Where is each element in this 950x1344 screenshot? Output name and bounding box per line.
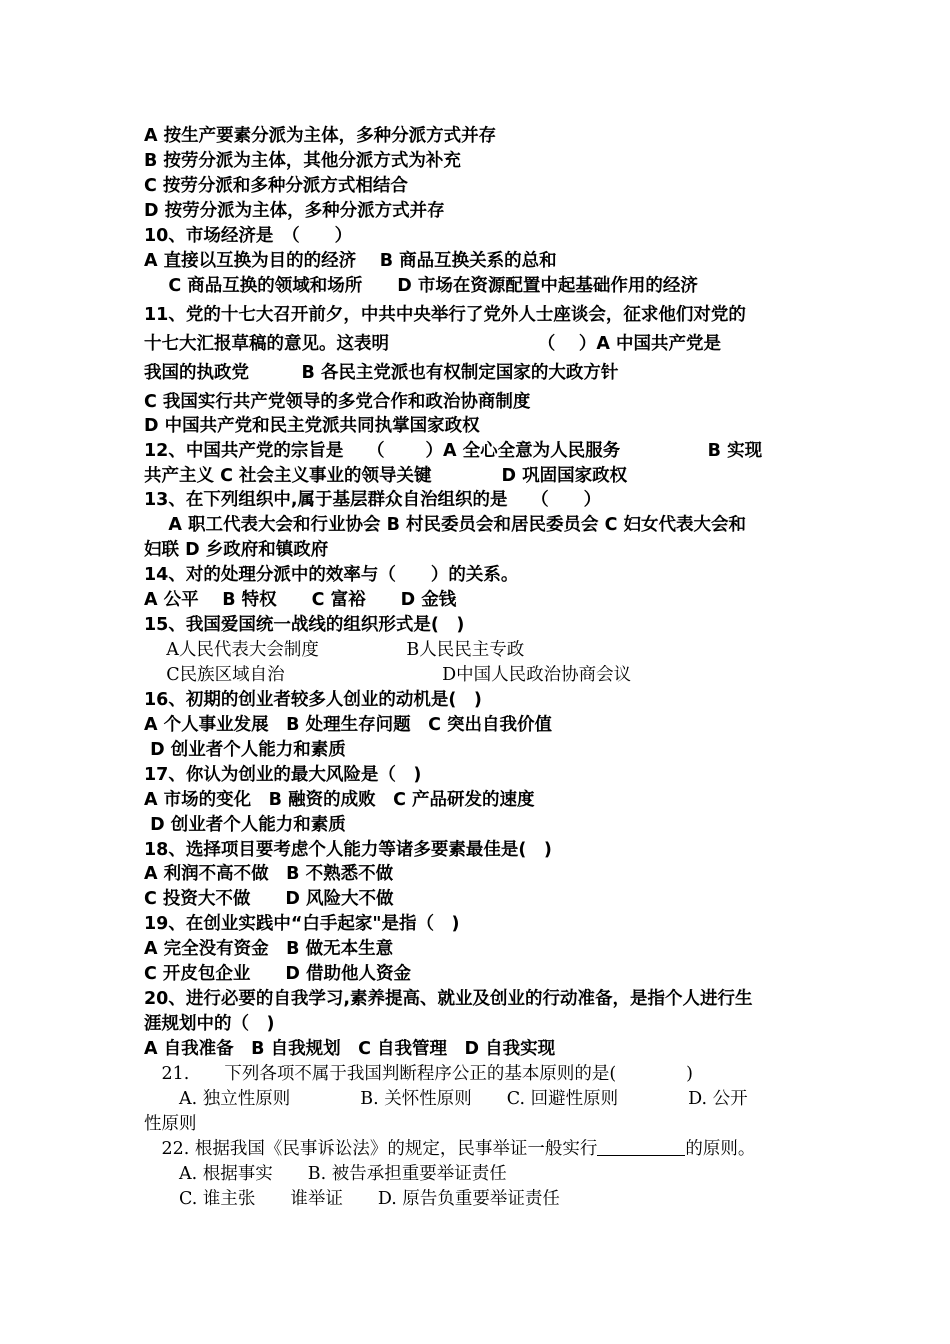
text-line: A 市场的变化 B 融资的成败 C 产品研发的速度: [144, 790, 535, 810]
text-line: A 利润不高不做 B 不熟悉不做: [144, 864, 394, 884]
question-19: 19、在创业实践中“白手起家"是指（ ): [144, 914, 460, 934]
question-21: 21. 下列各项不属于我国判断程序公正的基本原则的是( ): [144, 1064, 693, 1084]
question-15: 15、我国爱国统一战线的组织形式是( ): [144, 615, 465, 635]
question-17: 17、你认为创业的最大风险是（ ): [144, 765, 422, 785]
text-line: 共产主义 C 社会主义事业的领导关键 D 巩固国家政权: [144, 466, 628, 486]
question-18: 18、选择项目要考虑个人能力等诸多要素最佳是( ): [144, 840, 552, 860]
text-line: A 个人事业发展 B 处理生存问题 C 突出自我价值: [144, 715, 553, 735]
text-line: C 按劳分派和多种分派方式相结合: [144, 176, 408, 196]
question-22-text: 22. 根据我国《民事诉讼法》的规定，民事举证一般实行: [144, 1139, 598, 1159]
text-line: A 公平 B 特权 C 富裕 D 金钱: [144, 590, 457, 610]
question-20: 20、进行必要的自我学习,素养提高、就业及创业的行动准备，是指个人进行生: [144, 989, 753, 1009]
question-13: 13、在下列组织中,属于基层群众自治组织的是 （ ）: [144, 490, 602, 510]
text-line: A 自我准备 B 自我规划 C 自我管理 D 自我实现: [144, 1039, 556, 1059]
question-11: 11、党的十七大召开前夕，中共中央举行了党外人士座谈会，征求他们对党的: [144, 305, 746, 325]
text-line: 涯规划中的（ ): [144, 1014, 275, 1034]
text-line: 我国的执政党 B 各民主党派也有权制定国家的大政方针: [144, 363, 619, 383]
text-line: D 按劳分派为主体，多种分派方式并存: [144, 201, 445, 221]
text-line: C 投资大不做 D 风险大不做: [144, 889, 394, 909]
question-16: 16、初期的创业者较多人创业的动机是( ): [144, 690, 482, 710]
text-line: D 中国共产党和民主党派共同执掌国家政权: [144, 416, 480, 436]
text-line: B 按劳分派为主体，其他分派方式为补充: [144, 151, 461, 171]
text-line: 性原则: [144, 1114, 197, 1134]
text-line: C 我国实行共产党领导的多党合作和政治协商制度: [144, 392, 531, 412]
text-line: C 开皮包企业 D 借助他人资金: [144, 964, 412, 984]
text-line: C. 谁主张 谁举证 D. 原告负重要举证责任: [144, 1189, 560, 1209]
text-line: A. 根据事实 B. 被告承担重要举证责任: [144, 1164, 507, 1184]
text-line: A人民代表大会制度 B人民民主专政: [144, 640, 525, 660]
question-14: 14、对的处理分派中的效率与（ ）的关系。: [144, 565, 519, 585]
text-line: D 创业者个人能力和素质: [144, 740, 346, 760]
text-line: 十七大汇报草稿的意见。这表明 （ ）A 中国共产党是: [144, 334, 721, 354]
text-line: A 按生产要素分派为主体，多种分派方式并存: [144, 126, 497, 146]
text-line: A 职工代表大会和行业协会 B 村民委员会和居民委员会 C 妇女代表大会和: [144, 515, 747, 535]
question-22: [144, 1137, 755, 1161]
question-10: 10、市场经济是 （ ）: [144, 226, 353, 246]
text-line: A. 独立性原则 B. 关怀性原则 C. 回避性原则 D. 公开: [144, 1089, 748, 1109]
text-line: A 直接以互换为目的的经济 B 商品互换关系的总和: [144, 251, 557, 271]
text-line: D 创业者个人能力和素质: [144, 815, 346, 835]
question-22-suffix: 的原则。: [685, 1139, 756, 1159]
question-12: 12、中国共产党的宗旨是 （ ）A 全心全意为人民服务 B 实现: [144, 441, 763, 461]
answer-blank: [597, 1137, 685, 1156]
text-line: 妇联 D 乡政府和镇政府: [144, 540, 329, 560]
text-line: A 完全没有资金 B 做无本生意: [144, 939, 394, 959]
text-line: C 商品互换的领域和场所 D 市场在资源配置中起基础作用的经济: [144, 276, 698, 296]
text-line: C民族区域自治 D中国人民政治协商会议: [144, 665, 632, 685]
